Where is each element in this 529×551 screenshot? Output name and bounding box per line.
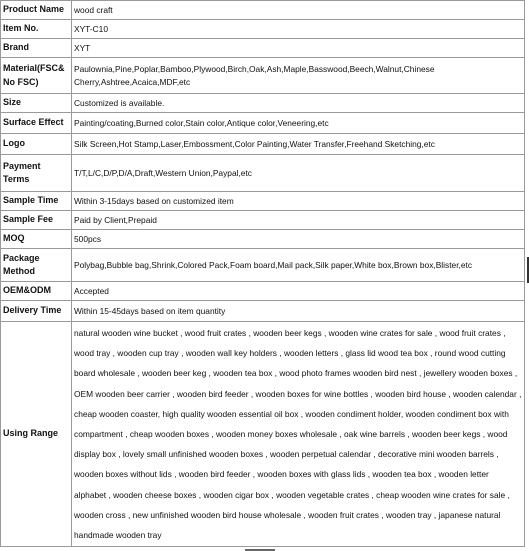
spec-key: Payment Terms xyxy=(1,155,72,192)
spec-value: XYT xyxy=(72,39,525,58)
spec-key: Product Name xyxy=(1,1,72,20)
spec-value: Polybag,Bubble bag,Shrink,Colored Pack,Foam board,Mail pack,Silk paper,White box,Brown box,Blister,etc xyxy=(72,249,525,282)
spec-key: Sample Time xyxy=(1,192,72,211)
spec-value: Paulownia,Pine,Poplar,Bamboo,Plywood,Birch,Oak,Ash,Maple,Basswood,Beech,Walnut,Chinese Cherry,Ashtree,Acaica,MDF,etc xyxy=(72,58,525,94)
spec-value: Accepted xyxy=(72,282,525,301)
spec-key: Package Method xyxy=(1,249,72,282)
spec-row-delivery-time xyxy=(1,301,525,322)
spec-value: Within 15-45days based on item quantity xyxy=(72,301,525,322)
spec-key: Delivery Time xyxy=(1,301,72,322)
spec-key: Size xyxy=(1,94,72,113)
spec-value: natural wooden wine bucket , wood fruit crates , wooden beer kegs , wooden wine crates for sale , wood fruit crates , wood tray , wooden cup tray , wooden wall key holders , wooden letters , glass lid wood tea box , round wood cutting board wholesale , wooden beer keg , wooden tea box , wood photo frames wooden bird nest , jewellery wooden boxes , OEM wooden beer carrier , wooden bird feeder , wooden boxes for wine bottles , wooden bird house , wooden calendar , cheap wooden coaster, high quality wooden essential oil box , wooden condiment holder, wooden condiment box with compartment , cheap wooden boxes , wooden money boxes wholesale , oak wine barrels , wooden beer kegs , wood display box , lovely small unfinished wooden boxes , wooden perpetual calendar , decorative mini wooden barrels , wooden boxes without lids , wooden bird feeder , wooden boxes with glass lids , wooden tea box , wooden letter alphabet , wooden cheese boxes , wooden cigar box , wooden vegetable crates , cheap wooden wine crates for sale , wooden cross , new unfinished wooden bird house wholesale , wooden fruit crates , wooden tray , japanese natural handmade wooden tray xyxy=(72,322,525,547)
spec-key: Item No. xyxy=(1,20,72,39)
spec-value: Customized is available. xyxy=(72,94,525,113)
spec-value: wood craft xyxy=(72,1,525,20)
spec-key: MOQ xyxy=(1,230,72,249)
spec-value: 500pcs xyxy=(72,230,525,249)
spec-row-material xyxy=(1,58,525,94)
spec-row-surface-effect xyxy=(1,113,525,134)
spec-row-package-method xyxy=(1,249,525,282)
spec-key: Material(FSC& No FSC) xyxy=(1,58,72,94)
spec-key: Sample Fee xyxy=(1,211,72,230)
spec-row-product-name xyxy=(1,1,525,20)
spec-key: Surface Effect xyxy=(1,113,72,134)
spec-row-sample-time xyxy=(1,192,525,211)
spec-value: Painting/coating,Burned color,Stain color,Antique color,Veneering,etc xyxy=(72,113,525,134)
spec-row-moq xyxy=(1,230,525,249)
spec-key: Logo xyxy=(1,134,72,155)
spec-value: Within 3-15days based on customized item xyxy=(72,192,525,211)
spec-key: Using Range xyxy=(1,322,72,547)
spec-row-sample-fee xyxy=(1,211,525,230)
spec-row-brand xyxy=(1,39,525,58)
spec-value: Paid by Client,Prepaid xyxy=(72,211,525,230)
spec-row-using-range xyxy=(1,322,525,547)
spec-value: T/T,L/C,D/P,D/A,Draft,Western Union,Paypal,etc xyxy=(72,155,525,192)
spec-value: Silk Screen,Hot Stamp,Laser,Embossment,Color Painting,Water Transfer,Freehand Sketching,etc xyxy=(72,134,525,155)
spec-key: Brand xyxy=(1,39,72,58)
spec-key: OEM&ODM xyxy=(1,282,72,301)
spec-row-payment-terms xyxy=(1,155,525,192)
spec-row-size xyxy=(1,94,525,113)
spec-row-item-no xyxy=(1,20,525,39)
spec-value: XYT-C10 xyxy=(72,20,525,39)
spec-row-logo xyxy=(1,134,525,155)
spec-row-oem-odm xyxy=(1,282,525,301)
